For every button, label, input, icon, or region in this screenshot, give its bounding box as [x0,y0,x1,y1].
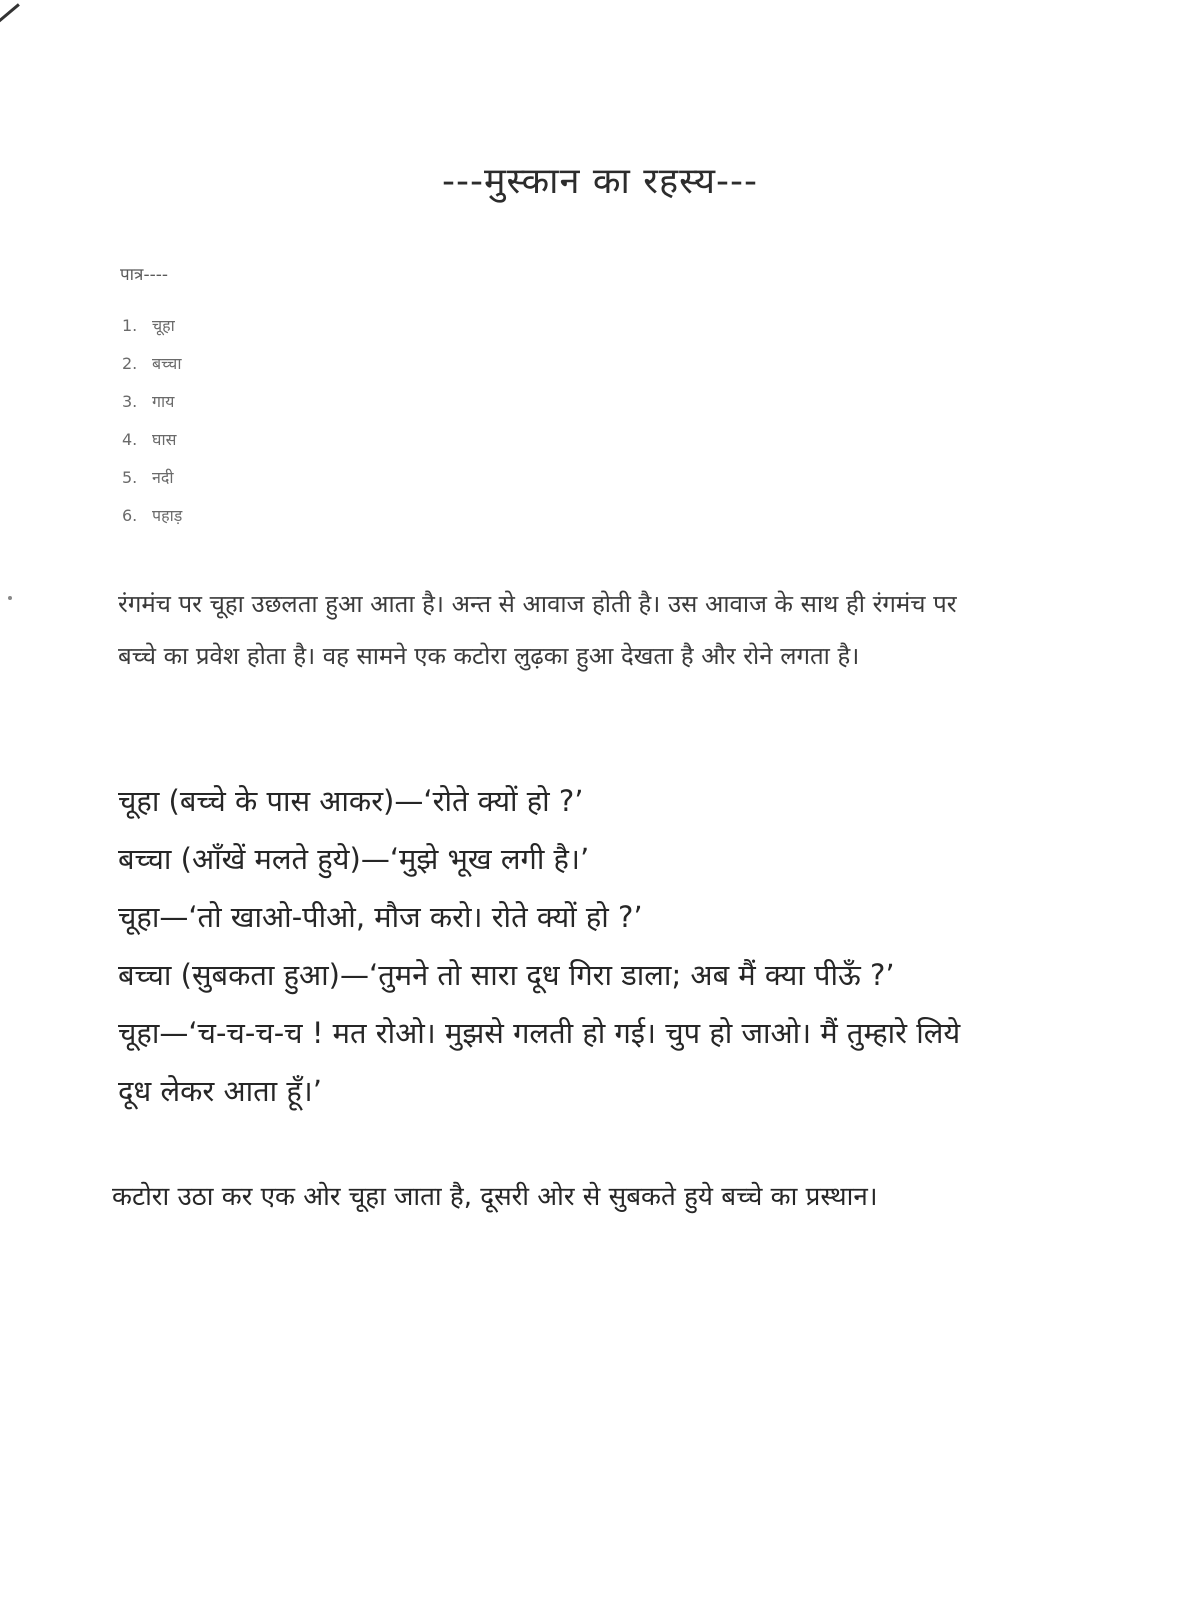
dialogue-block [118,772,998,1120]
cast-item [122,306,182,344]
cast-number: 6. [122,505,138,525]
scan-corner-mark [0,3,34,39]
dialogue-line: बच्चा (सुबकता हुआ)—‘तुमने तो सारा दूध गिरा डाला; अब मैं क्या पीऊँ ?’ [118,958,895,992]
dialogue-line: चूहा (बच्चे के पास आकर)—‘रोते क्यों हो ?’ [118,784,584,818]
cast-name: बच्चा [152,354,182,373]
dialogue-line: चूहा—‘च-च-च-च ! मत रोओ। मुझसे गलती हो गई। चुप हो जाओ। मैं तुम्हारे लिये दूध लेकर आता हूँ।’ [118,1016,961,1108]
cast-name: चूहा [152,316,175,335]
cast-list [122,306,182,534]
cast-number: 2. [122,353,138,373]
dialogue-line: चूहा—‘तो खाओ-पीओ, मौज करो। रोते क्यों हो ?’ [118,900,643,934]
cast-item [122,382,182,420]
stage-direction-intro: रंगमंच पर चूहा उछलता हुआ आता है। अन्त से आवाज होती है। उस आवाज के साथ ही रंगमंच पर बच्चे का प्रवेश होता है। वह सामने एक कटोरा लुढ़का हुआ देखता है और रोने लगता है। [118,590,957,670]
cast-name: पहाड़ [152,506,183,525]
dialogue-line: बच्चा (आँखें मलते हुये)—‘मुझे भूख लगी है।’ [118,842,590,876]
cast-number: 3. [122,391,138,411]
cast-name: नदी [152,468,174,487]
cast-number: 5. [122,467,138,487]
scan-dot [8,596,12,600]
cast-item [122,344,182,382]
cast-item [122,496,182,534]
stage-direction-closing: कटोरा उठा कर एक ओर चूहा जाता है, दूसरी ओर से सुबकते हुये बच्चे का प्रस्थान। [112,1182,878,1212]
cast-number: 1. [122,315,138,335]
cast-name: गाय [152,392,175,411]
cast-heading: पात्र---- [120,265,168,285]
cast-item [122,420,182,458]
cast-name: घास [152,430,177,449]
cast-number: 4. [122,429,138,449]
page-title: ---मुस्कान का रहस्य--- [441,161,758,202]
cast-item [122,458,182,496]
